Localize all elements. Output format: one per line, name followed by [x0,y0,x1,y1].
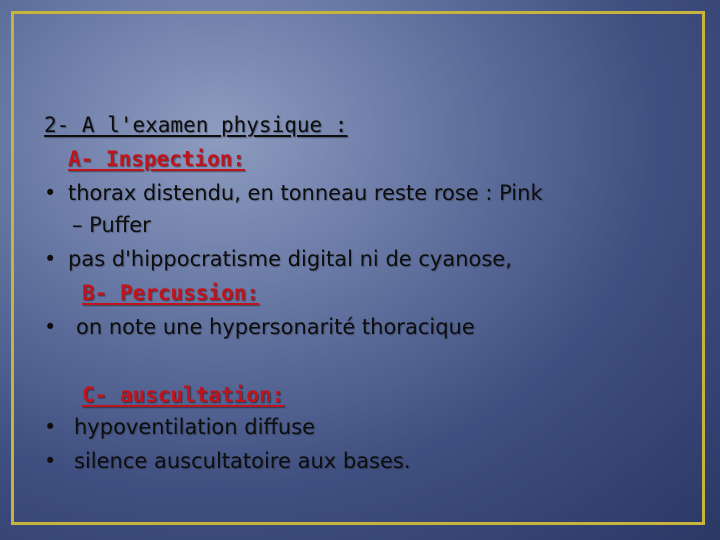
bullet-icon: • [44,315,57,339]
bullet-icon: • [44,181,57,205]
auscultation-bullet-1: hypoventilation diffuse [74,415,316,439]
inspection-bullet-1-continued: – Puffer [72,213,151,237]
inspection-bullet-1: thorax distendu, en tonneau reste rose : Pink [68,181,543,205]
bullet-icon: • [44,247,57,271]
subsection-inspection-title: A- Inspection: [68,147,246,171]
subsection-auscultation-title: C- auscultation: [82,383,285,407]
auscultation-bullet-2: silence auscultatoire aux bases. [74,449,411,473]
bullet-icon: • [44,449,57,473]
inspection-bullet-2: pas d'hippocratisme digital ni de cyanose, [68,247,512,271]
bullet-icon: • [44,415,57,439]
percussion-bullet-1: on note une hypersonarité thoracique [76,315,475,339]
subsection-percussion-title: B- Percussion: [82,281,260,305]
section-title: 2- A l'examen physique : [44,113,348,137]
